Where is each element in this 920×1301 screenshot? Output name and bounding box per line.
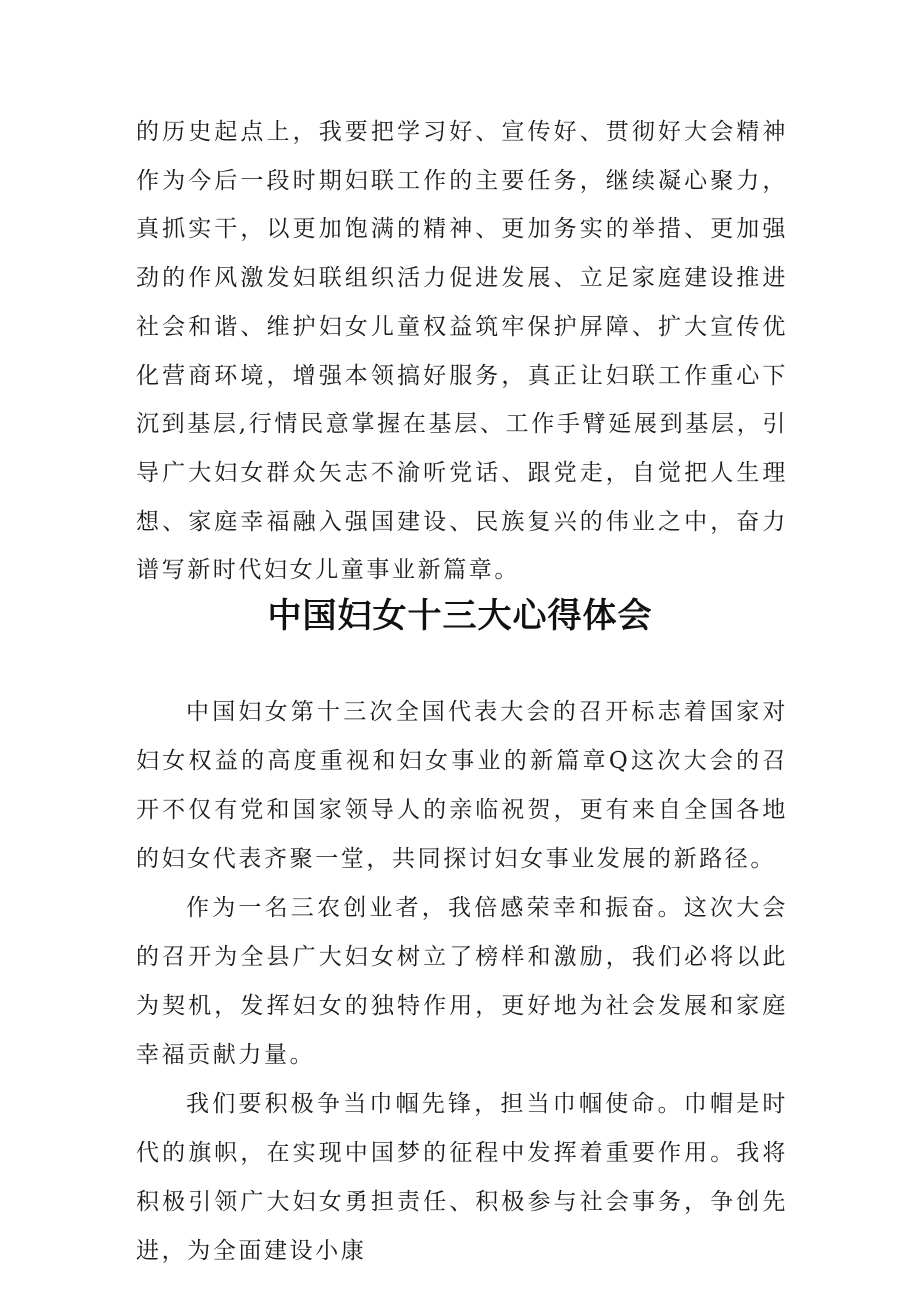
upper-text-block (136, 108, 788, 595)
paragraph-1: 中国妇女第十三次全国代表大会的召开标志着国家对妇女权益的高度重视和妇女事业的新篇章Q这次大会的召开不仅有党和国家领导人的亲临祝贺，更有来自全国各地的妇女代表齐聚一堂，共同探讨妇女事业发展的新路径。 (136, 699, 788, 872)
continued-paragraph: 的历史起点上，我要把学习好、宣传好、贯彻好大会精神作为今后一段时期妇联工作的主要任务，继续凝心聚力，真抓实干，以更加饱满的精神、更加务实的举措、更加强劲的作风激发妇联组织活力促进发展、立足家庭建设推进社会和谐、维护妇女儿童权益筑牢保护屏障、扩大宣传优化营商环境，增强本领搞好服务，真正让妇联工作重心下沉到基层,行情民意掌握在基层、工作手臂延展到基层，引导广大妇女群众矢志不渝听党话、跟党走，自觉把人生理想、家庭幸福融入强国建设、民族复兴的伟业之中，奋力谱写新时代妇女儿童事业新篇章。 (136, 119, 788, 584)
paragraph-2: 作为一名三农创业者，我倍感荣幸和振奋。这次大会的召开为全县广大妇女树立了榜样和激励，我们必将以此为契机，发挥妇女的独特作用，更好地为社会发展和家庭幸福贡献力量。 (136, 895, 788, 1068)
section-title-wrap (0, 592, 920, 640)
lower-text-block (136, 688, 788, 1276)
section-title: 中国妇女十三大心得体会 (267, 596, 653, 636)
paragraph-3: 我们要积极争当巾帼先锋，担当巾帼使命。巾帽是时代的旗帜，在实现中国梦的征程中发挥着重要作用。我将积极引领广大妇女勇担责任、积极参与社会事务，争创先进，为全面建设小康 (136, 1091, 788, 1264)
